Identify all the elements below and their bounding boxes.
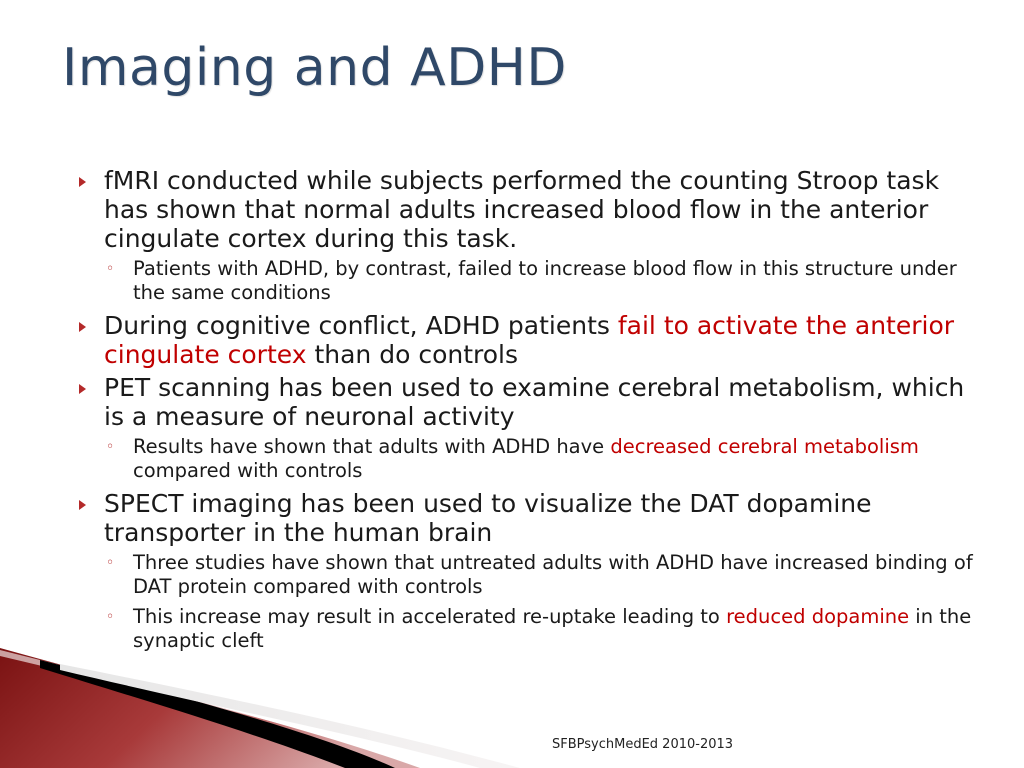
sub-bullet-text: This increase may result in accelerated re-uptake leading to bbox=[133, 605, 727, 628]
highlighted-text: fail to activate the anterior cingulate cortex bbox=[104, 311, 955, 369]
bullet-item bbox=[76, 489, 981, 547]
sub-bullet-text: Patients with ADHD, by contrast, failed to increase blood flow in this structure under the same conditions bbox=[133, 257, 957, 304]
bullet-text: During cognitive conflict, ADHD patients bbox=[104, 311, 618, 340]
footer-text: SFBPsychMedEd 2010-2013 bbox=[552, 737, 734, 752]
sub-bullet-item bbox=[106, 435, 981, 483]
bullet-item bbox=[76, 373, 981, 431]
bullet-item bbox=[76, 166, 981, 253]
bullet-list bbox=[76, 166, 981, 659]
highlighted-text: reduced dopamine bbox=[726, 605, 910, 628]
bullet-text: PET scanning has been used to examine cerebral metabolism, which is a measure of neuronal activity bbox=[104, 373, 965, 431]
sub-bullet-item bbox=[106, 257, 981, 305]
triangle-right-icon bbox=[79, 177, 86, 187]
bullet-text: fMRI conducted while subjects performed the counting Stroop task has shown that normal adults increased blood flow in the anterior cingulate cortex during this task. bbox=[104, 166, 940, 253]
ring-bullet-icon: ◦ bbox=[106, 439, 115, 455]
sub-bullet-text: in the synaptic cleft bbox=[133, 605, 972, 652]
ring-bullet-icon: ◦ bbox=[106, 609, 115, 625]
sub-bullet-text: Results have shown that adults with ADHD have bbox=[133, 435, 611, 458]
bullet-text: than do controls bbox=[306, 340, 519, 369]
bullet-item bbox=[76, 311, 981, 369]
sub-bullet-item bbox=[106, 605, 981, 653]
ring-bullet-icon: ◦ bbox=[106, 555, 115, 571]
slide-title: Imaging and ADHD bbox=[62, 38, 567, 98]
bullet-text: SPECT imaging has been used to visualize the DAT dopamine transporter in the human brain bbox=[104, 489, 872, 547]
sub-bullet-text: Three studies have shown that untreated adults with ADHD have increased binding of DAT protein compared with controls bbox=[133, 551, 973, 598]
triangle-right-icon bbox=[79, 384, 86, 394]
ring-bullet-icon: ◦ bbox=[106, 261, 115, 277]
sub-bullet-text: compared with controls bbox=[133, 459, 363, 482]
sub-bullet-item bbox=[106, 551, 981, 599]
triangle-right-icon bbox=[79, 500, 86, 510]
triangle-right-icon bbox=[79, 322, 86, 332]
highlighted-text: decreased cerebral metabolism bbox=[610, 435, 919, 458]
